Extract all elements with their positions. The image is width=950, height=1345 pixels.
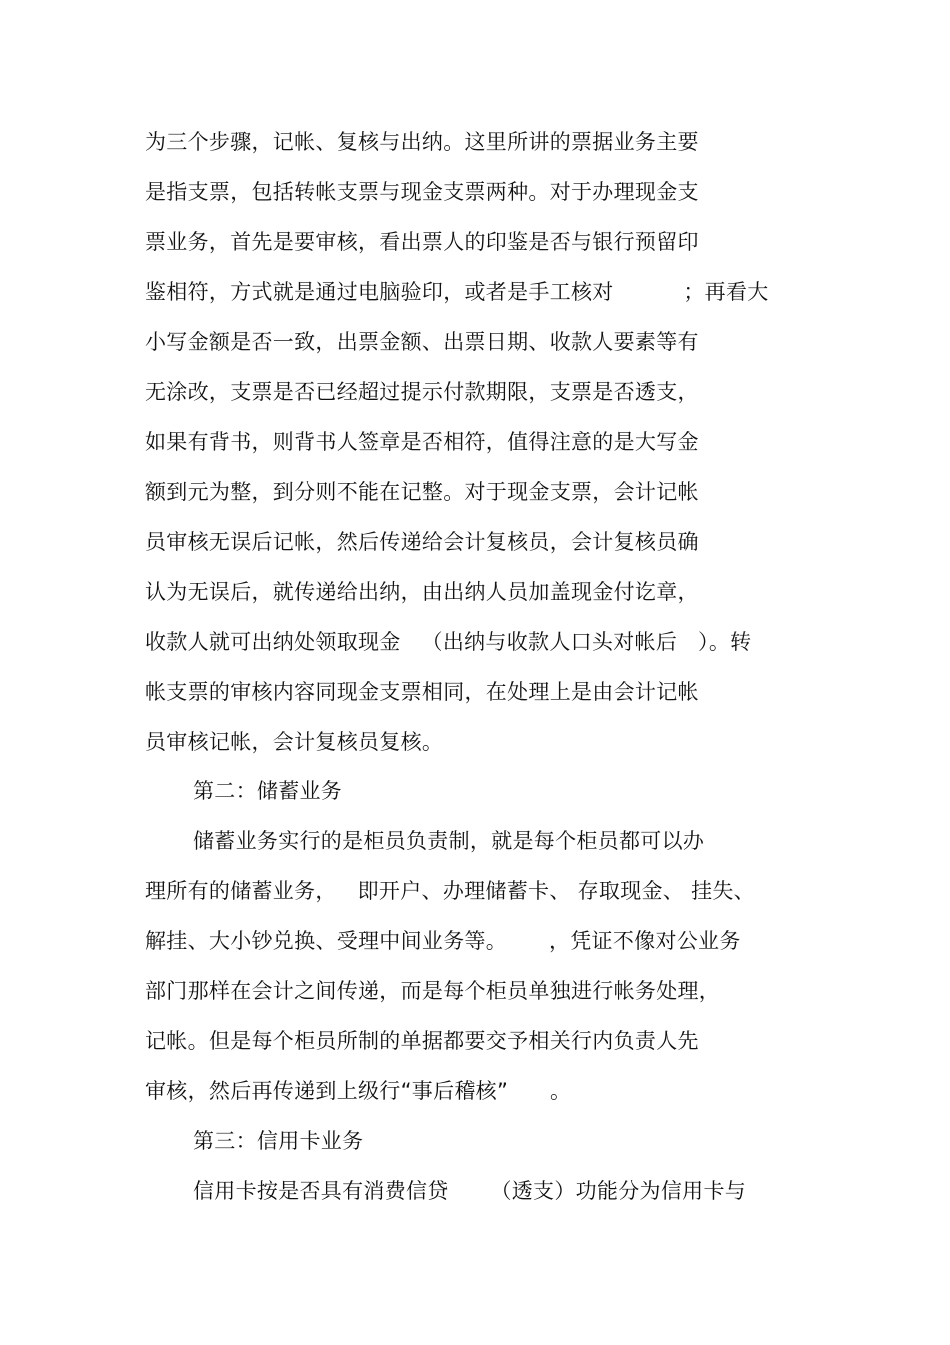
text-line: 解挂、大小钞兑换、受理中间业务等。 ，凭证不像对公业务 bbox=[145, 929, 741, 953]
text-line: 无涂改，支票是否已经超过提示付款期限，支票是否透支， bbox=[145, 380, 699, 404]
text-line: 记帐。但是每个柜员所制的单据都要交予相关行内负责人先 bbox=[145, 1029, 699, 1053]
text-line: 如果有背书，则背书人签章是否相符，值得注意的是大写金 bbox=[145, 430, 699, 454]
text-line: 部门那样在会计之间传递，而是每个柜员单独进行帐务处理， bbox=[145, 979, 721, 1003]
text-line: 是指支票，包括转帐支票与现金支票两种。对于办理现金支 bbox=[145, 180, 699, 204]
text-line: 认为无误后，就传递给出纳，由出纳人员加盖现金付讫章， bbox=[145, 580, 699, 604]
text-line: 理所有的储蓄业务， 即开户、办理储蓄卡、 存取现金、 挂失、 bbox=[145, 879, 755, 903]
text-line: 审核，然后再传递到上级行“事后稽核” 。 bbox=[145, 1079, 572, 1103]
text-line: 额到元为整，到分则不能在记整。对于现金支票，会计记帐 bbox=[145, 480, 699, 504]
text-line: 小写金额是否一致，出票金额、出票日期、收款人要素等有 bbox=[145, 330, 699, 354]
section-heading: 第三：信用卡业务 bbox=[193, 1129, 364, 1153]
text-line: 票业务，首先是要审核，看出票人的印鉴是否与银行预留印 bbox=[145, 230, 699, 254]
text-line: 储蓄业务实行的是柜员负责制，就是每个柜员都可以办 bbox=[193, 829, 705, 853]
text-line: 员审核记帐，会计复核员复核。 bbox=[145, 730, 444, 754]
text-line: 为三个步骤，记帐、复核与出纳。这里所讲的票据业务主要 bbox=[145, 130, 699, 154]
text-line: 鉴相符，方式就是通过电脑验印，或者是手工核对 ；再看大 bbox=[145, 280, 769, 304]
section-heading: 第二：储蓄业务 bbox=[193, 779, 343, 803]
text-line: 帐支票的审核内容同现金支票相同，在处理上是由会计记帐 bbox=[145, 680, 699, 704]
text-line: 员审核无误后记帐，然后传递给会计复核员，会计复核员确 bbox=[145, 530, 699, 554]
text-line: 信用卡按是否具有消费信贷 （透支）功能分为信用卡与 bbox=[193, 1179, 747, 1203]
text-line: 收款人就可出纳处领取现金 （出纳与收款人口头对帐后 ）。转 bbox=[145, 630, 752, 654]
